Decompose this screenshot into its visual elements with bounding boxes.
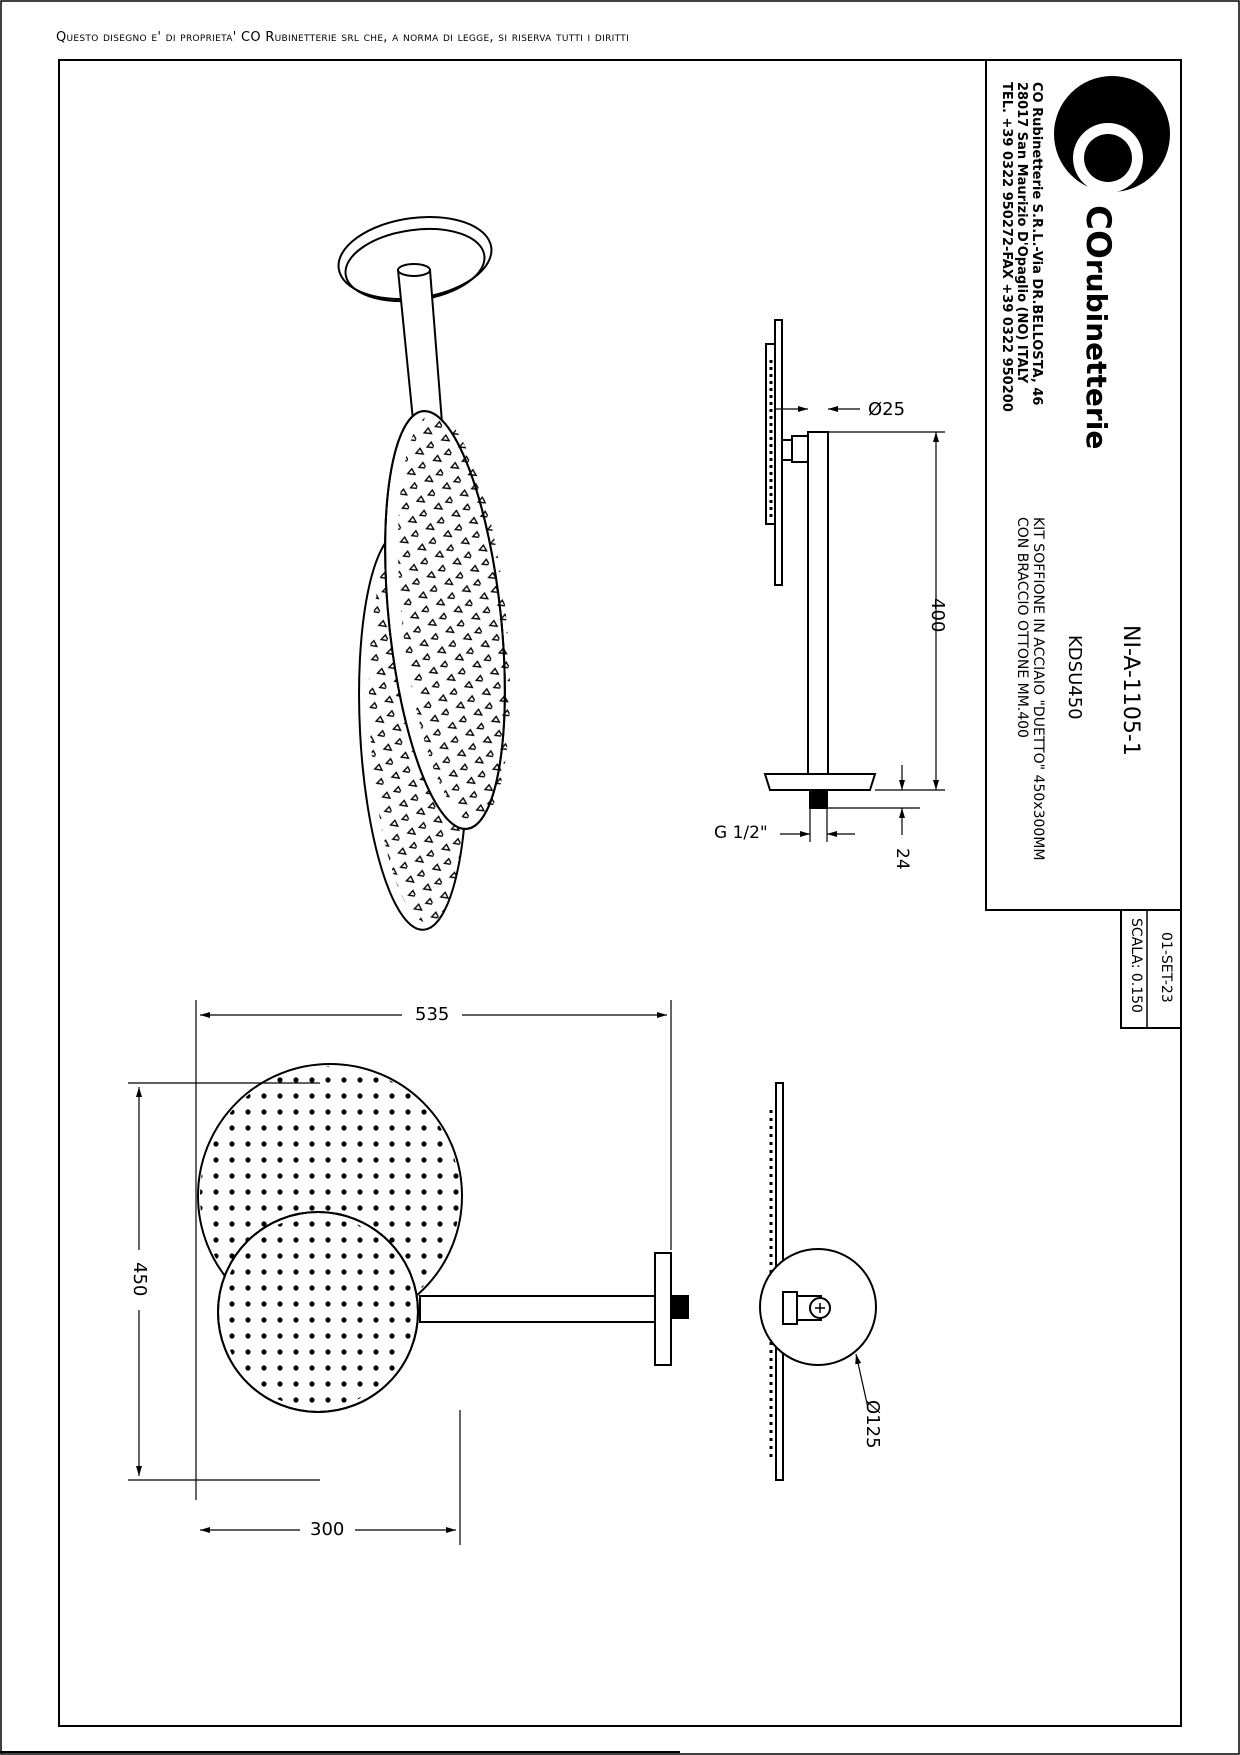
ownership-notice: Questo disegno e' di proprieta' CO Rubinetterie srl che, a norma di legge, si riserva tutti i diritti [56, 30, 630, 45]
perspective-view [333, 208, 527, 933]
side-view [765, 320, 875, 808]
drawing-date: 01-SET-23 [1158, 932, 1174, 1003]
dim-arm-length: 400 [927, 598, 948, 633]
dim-pipe-diameter: Ø25 [868, 399, 906, 420]
logo-wordmark [1078, 205, 1118, 449]
logo-rubinetterie: rubinetterie [1080, 258, 1113, 450]
dim-total-width: 535 [415, 1004, 450, 1025]
front-view [198, 1064, 688, 1412]
dim-height: 450 [129, 1262, 150, 1297]
company-address-1: CO Rubinetterie S.R.L.-Via DR.BELLOSTA, 46 [1029, 82, 1044, 406]
dim-small-head-width: 300 [310, 1519, 345, 1540]
company-address-3: TEL. +39 0322 950272-FAX +39 0322 950200 [999, 82, 1014, 412]
company-logo [1054, 76, 1170, 193]
dim-thread-length: 24 [892, 848, 912, 870]
drawing-scale: SCALA: 0.150 [1128, 918, 1144, 1013]
dim-thread: G 1/2" [714, 823, 768, 843]
sheet-border [1, 1, 1239, 1754]
product-code: KDSU450 [1064, 635, 1085, 720]
logo-co: CO [1078, 205, 1118, 259]
flange-side-view [760, 1083, 876, 1480]
dim-flange-diameter: Ø125 [862, 1400, 883, 1449]
drawing-number: NI-A-1105-1 [1118, 625, 1143, 756]
product-description-1: KIT SOFFIONE IN ACCIAIO "DUETTO" 450x300MM [1030, 517, 1046, 861]
product-description-2: CON BRACCIO OTTONE MM.400 [1014, 517, 1030, 738]
company-address-2: 28017 San Maurizio D'Opaglio (NO) ITALY [1014, 82, 1029, 384]
